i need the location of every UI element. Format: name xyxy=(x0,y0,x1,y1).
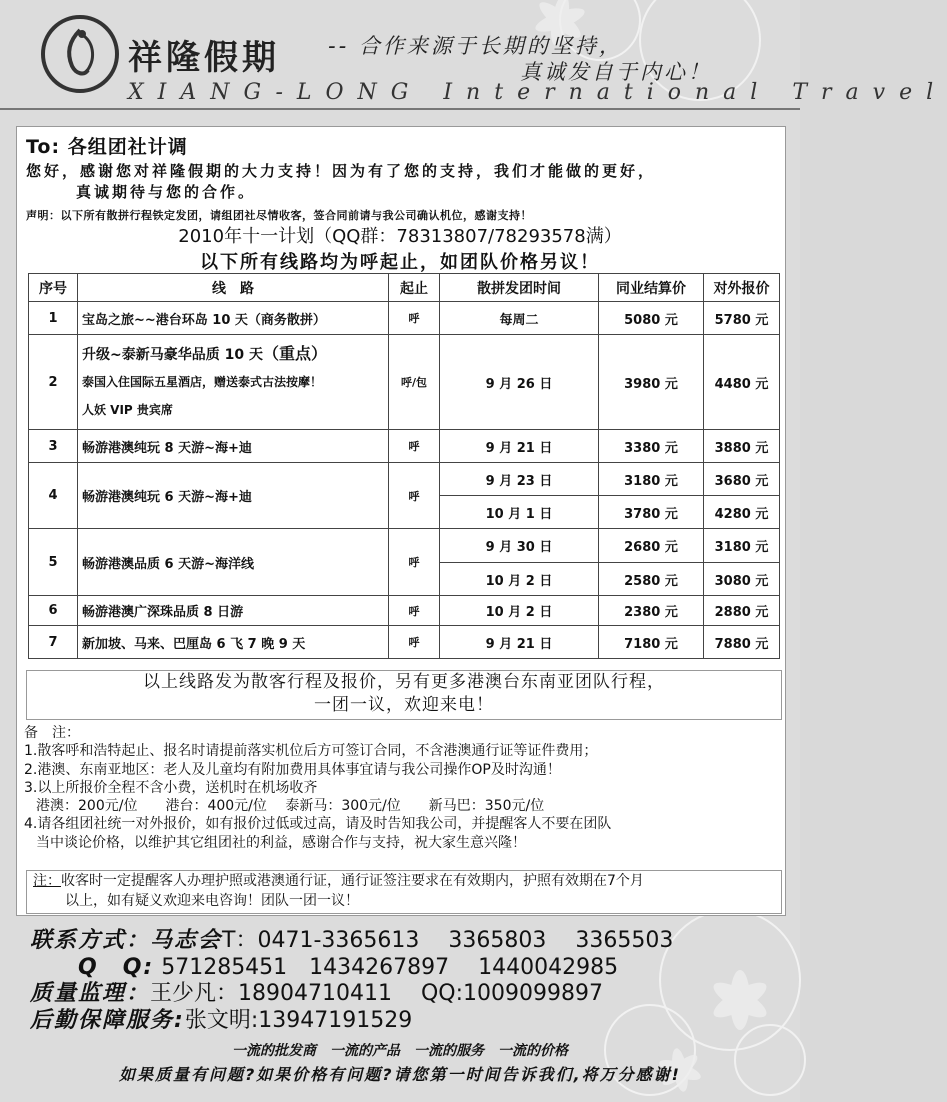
row-date: 每周二 xyxy=(440,302,599,335)
support-label: 后勤保障服务: xyxy=(30,1007,185,1033)
slogan-line1: -- 合作来源于长期的坚持， xyxy=(328,34,623,58)
row-no: 3 xyxy=(29,430,78,463)
row-wholesale: 3780 元 xyxy=(599,496,704,529)
row-depart: 呼 xyxy=(389,596,440,626)
row-date: 9 月 26 日 xyxy=(440,335,599,430)
row-wholesale: 2380 元 xyxy=(599,596,704,626)
note-item: 港澳：200元/位 港台：400元/位 泰新马：300元/位 新马巴：350元/位 xyxy=(36,798,545,815)
quality-contact: 王少凡：18904710411 QQ:1009099897 xyxy=(150,981,603,1006)
row-no: 4 xyxy=(29,463,78,529)
row-route: 畅游港澳纯玩 6 天游~海+迪 xyxy=(78,463,389,529)
header-schedule: 散拼发团时间 xyxy=(440,274,599,302)
plan-title: 2010年十一计划（QQ群：78313807/78293578满） xyxy=(178,226,622,247)
more-routes-box xyxy=(26,670,782,720)
row-route: 畅游港澳广深珠品质 8 日游 xyxy=(78,596,389,626)
route-extra1: 泰国入住国际五星酒店，赠送泰式古法按摩！ xyxy=(82,374,323,389)
table-row xyxy=(29,463,780,496)
row-retail: 5780 元 xyxy=(704,302,780,335)
greeting-line2: 真诚期待与您的合作。 xyxy=(76,183,257,201)
route-highlight: （重点） xyxy=(262,343,327,363)
header-depart: 起止 xyxy=(389,274,440,302)
warning-box xyxy=(26,870,782,914)
row-retail: 2880 元 xyxy=(704,596,780,626)
warning-line2: 以上，如有疑义欢迎来电咨询！团队一团一议！ xyxy=(65,893,359,909)
table-row xyxy=(29,302,780,335)
brand-name: 祥隆假期 xyxy=(128,38,280,78)
table-row xyxy=(29,596,780,626)
contact-phones: T：0471-3365613 3365803 3365503 xyxy=(222,928,674,953)
row-wholesale: 7180 元 xyxy=(599,626,704,659)
table-header-row xyxy=(29,274,780,302)
brand-english: XIANG-LONG International Travel xyxy=(128,80,947,105)
row-depart: 呼 xyxy=(389,302,440,335)
route-extra2: 人妖 VIP 贵宾席 xyxy=(82,402,173,417)
motto: 一流的批发商 一流的产品 一流的服务 一流的价格 xyxy=(232,1043,568,1059)
note-item: 4.请各组团社统一对外报价，如有报价过低或过高，请及时告知我公司，并提醒客人不要在团队 xyxy=(24,816,612,833)
note-item: 3.以上所报价全程不含小费，送机时在机场收齐 xyxy=(24,779,318,796)
contact-qq: 571285451 1434267897 1440042985 xyxy=(161,954,619,980)
notes-section xyxy=(24,724,784,852)
final-line: 如果质量有问题?如果价格有问题?请您第一时间告诉我们,将万分感谢! xyxy=(119,1065,681,1084)
row-wholesale: 2580 元 xyxy=(599,563,704,596)
intro-section xyxy=(26,132,786,223)
table-row xyxy=(29,529,780,563)
row-retail: 4280 元 xyxy=(704,496,780,529)
note-item: 当中谈论价格，以维护其它组团社的利益，感谢合作与支持，祝大家生意兴隆！ xyxy=(36,834,526,851)
table-row xyxy=(29,335,780,430)
row-depart: 呼 xyxy=(389,529,440,596)
quality-label: 质量监理： xyxy=(30,981,151,1006)
header-wholesale: 同业结算价 xyxy=(599,274,704,302)
table-row xyxy=(29,626,780,659)
row-retail: 3680 元 xyxy=(704,463,780,496)
row-no: 6 xyxy=(29,596,78,626)
row-date: 10 月 2 日 xyxy=(440,596,599,626)
row-retail: 4480 元 xyxy=(704,335,780,430)
header-no: 序号 xyxy=(29,274,78,302)
phoenix-logo-icon xyxy=(40,14,120,94)
note-item: 1.散客呼和浩特起止、报名时请提前落实机位后方可签订合同，不含港澳通行证等证件费用； xyxy=(24,743,598,760)
table-row xyxy=(29,430,780,463)
row-route: 宝岛之旅~~港台环岛 10 天（商务散拼） xyxy=(78,302,389,335)
contact-section xyxy=(30,928,673,1034)
row-depart: 呼 xyxy=(389,430,440,463)
notes-title: 备 注： xyxy=(24,725,80,741)
row-depart: 呼 xyxy=(389,626,440,659)
greeting-line1: 您好，感谢您对祥隆假期的大力支持！因为有了您的支持，我们才能做的更好， xyxy=(26,162,657,180)
row-no: 2 xyxy=(29,335,78,430)
statement: 声明：以下所有散拼行程铁定发团，请组团社尽情收客，签合同前请与我公司确认机位，感谢支持！ xyxy=(26,209,532,222)
header-route: 线 路 xyxy=(78,274,389,302)
row-date: 9 月 30 日 xyxy=(440,529,599,563)
row-depart: 呼/包 xyxy=(389,335,440,430)
row-date: 9 月 23 日 xyxy=(440,463,599,496)
slogan-line2: 真诚发自于内心！ xyxy=(520,60,712,84)
row-route-cell xyxy=(78,335,389,430)
more-line1: 以上线路发为散客行程及报价，另有更多港澳台东南亚团队行程， xyxy=(143,672,665,692)
warning-label: 注： xyxy=(33,873,61,889)
row-route: 畅游港澳品质 6 天游~海洋线 xyxy=(78,529,389,596)
row-route: 新加坡、马来、巴厘岛 6 飞 7 晚 9 天 xyxy=(78,626,389,659)
qq-label: Q Q: xyxy=(78,954,155,980)
addressee: To: 各组团社计调 xyxy=(26,136,188,158)
row-wholesale: 2680 元 xyxy=(599,529,704,563)
row-no: 7 xyxy=(29,626,78,659)
row-route: 畅游港澳纯玩 8 天游~海+迪 xyxy=(78,430,389,463)
header-banner xyxy=(0,0,947,110)
route-table xyxy=(28,273,780,659)
row-date: 9 月 21 日 xyxy=(440,626,599,659)
row-wholesale: 3380 元 xyxy=(599,430,704,463)
warning-line1: 收客时一定提醒客人办理护照或港澳通行证，通行证签注要求在有效期内，护照有效期在7个月 xyxy=(61,873,644,889)
row-retail: 3180 元 xyxy=(704,529,780,563)
row-wholesale: 5080 元 xyxy=(599,302,704,335)
contact-person: 马志会 xyxy=(150,928,223,953)
row-no: 5 xyxy=(29,529,78,596)
contact-label: 联系方式： xyxy=(30,928,151,953)
plan-subtitle: 以下所有线路均为呼起止，如团队价格另议！ xyxy=(200,252,600,273)
row-retail: 7880 元 xyxy=(704,626,780,659)
row-depart: 呼 xyxy=(389,463,440,529)
row-no: 1 xyxy=(29,302,78,335)
row-date: 10 月 2 日 xyxy=(440,563,599,596)
row-date: 10 月 1 日 xyxy=(440,496,599,529)
row-retail: 3080 元 xyxy=(704,563,780,596)
row-route: 升级~泰新马豪华品质 10 天 xyxy=(82,346,263,363)
row-retail: 3880 元 xyxy=(704,430,780,463)
row-date: 9 月 21 日 xyxy=(440,430,599,463)
more-line2: 一团一议，欢迎来电！ xyxy=(314,695,494,715)
note-item: 2.港澳、东南亚地区：老人及儿童均有附加费用具体事宜请与我公司操作OP及时沟通！ xyxy=(24,761,561,778)
row-wholesale: 3980 元 xyxy=(599,335,704,430)
header-retail: 对外报价 xyxy=(704,274,780,302)
support-contact: 张文明:13947191529 xyxy=(184,1007,413,1033)
row-wholesale: 3180 元 xyxy=(599,463,704,496)
